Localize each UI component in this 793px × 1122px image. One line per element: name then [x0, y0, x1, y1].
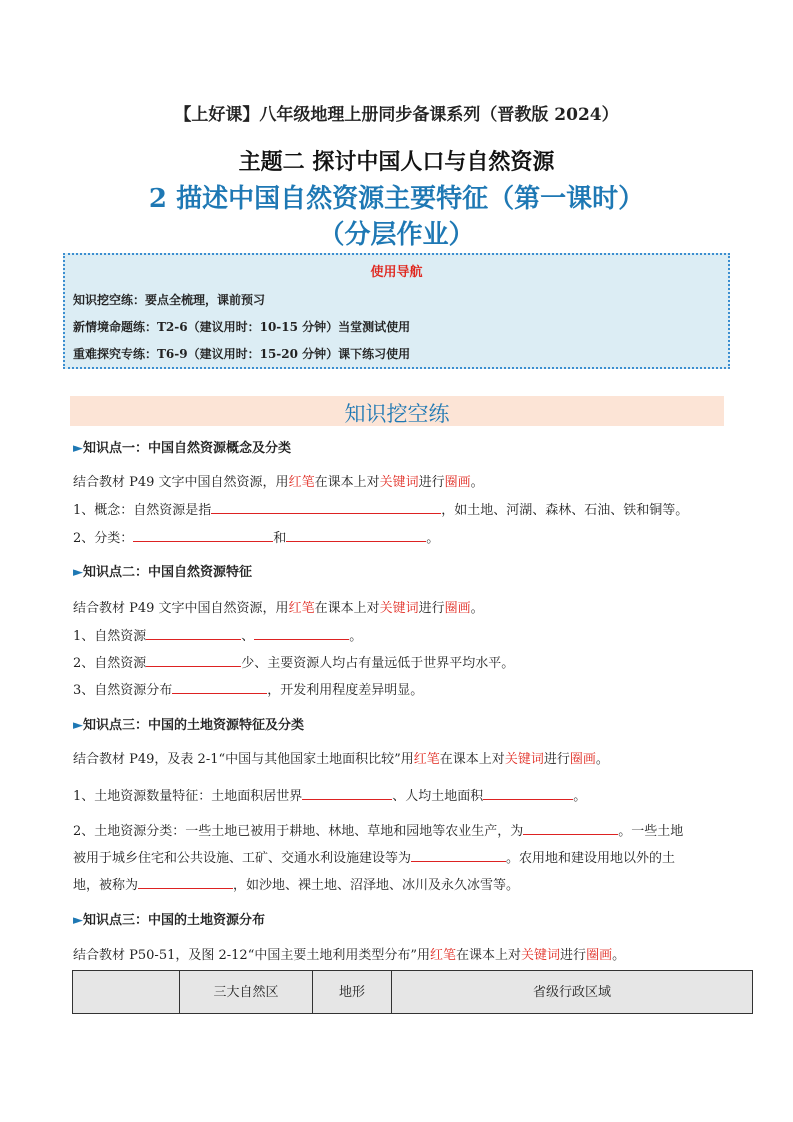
blank-input[interactable]: [523, 820, 618, 835]
topic-title: 主题二 探讨中国人口与自然资源: [238, 149, 555, 175]
kp1-heading: ►知识点一：中国自然资源概念及分类: [73, 441, 292, 456]
kp2-q3: 3、自然资源分布 ，开发利用程度差异明显。: [73, 679, 423, 698]
table-header-cell: 地形: [313, 971, 392, 1014]
kp2-heading: ►知识点二：中国自然资源特征: [73, 565, 253, 580]
kp1-q2: 2、分类： 和 。: [73, 527, 439, 546]
table-header-cell: 省级行政区域: [392, 971, 753, 1014]
series-title: 【上好课】八年级地理上册同步备课系列（晋教版 2024）: [174, 105, 619, 125]
kp1-q1: 1、概念：自然资源是指 ，如土地、河湖、森林、石油、铁和铜等。: [73, 499, 688, 518]
blank-input[interactable]: [138, 874, 233, 889]
triangle-bullet-icon: ►: [73, 718, 83, 733]
usage-nav-box: [63, 253, 730, 369]
triangle-bullet-icon: ►: [73, 913, 83, 928]
kp3-q2-line1: 2、土地资源分类：一些土地已被用于耕地、林地、草地和园地等农业生产，为 。一些土地: [73, 820, 683, 839]
blank-input[interactable]: [302, 785, 392, 800]
land-distribution-table: [72, 970, 753, 1014]
kp2-q1: 1、自然资源 、 。: [73, 625, 362, 644]
kp3-q2-line3: 地，被称为 ，如沙地、裸土地、沼泽地、冰川及永久冰雪等。: [73, 874, 519, 893]
triangle-bullet-icon: ►: [73, 441, 83, 456]
section-title: 知识挖空练: [344, 402, 450, 426]
blank-input[interactable]: [146, 625, 241, 640]
blank-input[interactable]: [146, 652, 241, 667]
blank-input[interactable]: [483, 785, 573, 800]
table-header-row: [73, 971, 753, 1014]
layer-subtitle: （分层作业）: [318, 220, 475, 250]
blank-input[interactable]: [172, 679, 267, 694]
kp2-intro: 结合教材 P49 文字中国自然资源，用红笔在课本上对关键词进行圈画。: [73, 601, 484, 616]
kp3-heading: ►知识点三：中国的土地资源特征及分类: [73, 718, 305, 733]
blank-input[interactable]: [411, 847, 506, 862]
blank-input[interactable]: [211, 499, 441, 514]
blank-input[interactable]: [286, 527, 426, 542]
kp1-intro: 结合教材 P49 文字中国自然资源，用红笔在课本上对关键词进行圈画。: [73, 475, 484, 490]
nav-line-3: 重难探究专练：T6-9（建议用时：15-20 分钟）课下练习使用: [73, 347, 411, 361]
nav-line-1: 知识挖空练：要点全梳理，课前预习: [73, 293, 266, 307]
kp4-intro: 结合教材 P50-51，及图 2-12“中国主要土地利用类型分布”用红笔在课本上对关键词进行圈画。: [73, 948, 626, 963]
blank-input[interactable]: [133, 527, 273, 542]
triangle-bullet-icon: ►: [73, 565, 83, 580]
nav-title: 使用导航: [370, 265, 423, 280]
kp2-q2: 2、自然资源 少、主要资源人均占有量远低于世界平均水平。: [73, 652, 514, 671]
table-header-cell: [73, 971, 180, 1014]
kp3-q2-line2: 被用于城乡住宅和公共设施、工矿、交通水利设施建设等为 。农用地和建设用地以外的土: [73, 847, 675, 866]
lesson-title: 2 描述中国自然资源主要特征（第一课时）: [148, 184, 645, 214]
section-band: [70, 396, 724, 426]
kp4-heading: ►知识点三：中国的土地资源分布: [73, 913, 266, 928]
table-header-cell: 三大自然区: [180, 971, 313, 1014]
kp3-intro: 结合教材 P49，及表 2-1“中国与其他国家土地面积比较”用红笔在课本上对关键词进行圈画。: [73, 752, 609, 767]
nav-line-2: 新情境命题练：T2-6（建议用时：10-15 分钟）当堂测试使用: [73, 320, 411, 334]
kp3-q1: 1、土地资源数量特征：土地面积居世界 、人均土地面积 。: [73, 785, 586, 804]
blank-input[interactable]: [254, 625, 349, 640]
